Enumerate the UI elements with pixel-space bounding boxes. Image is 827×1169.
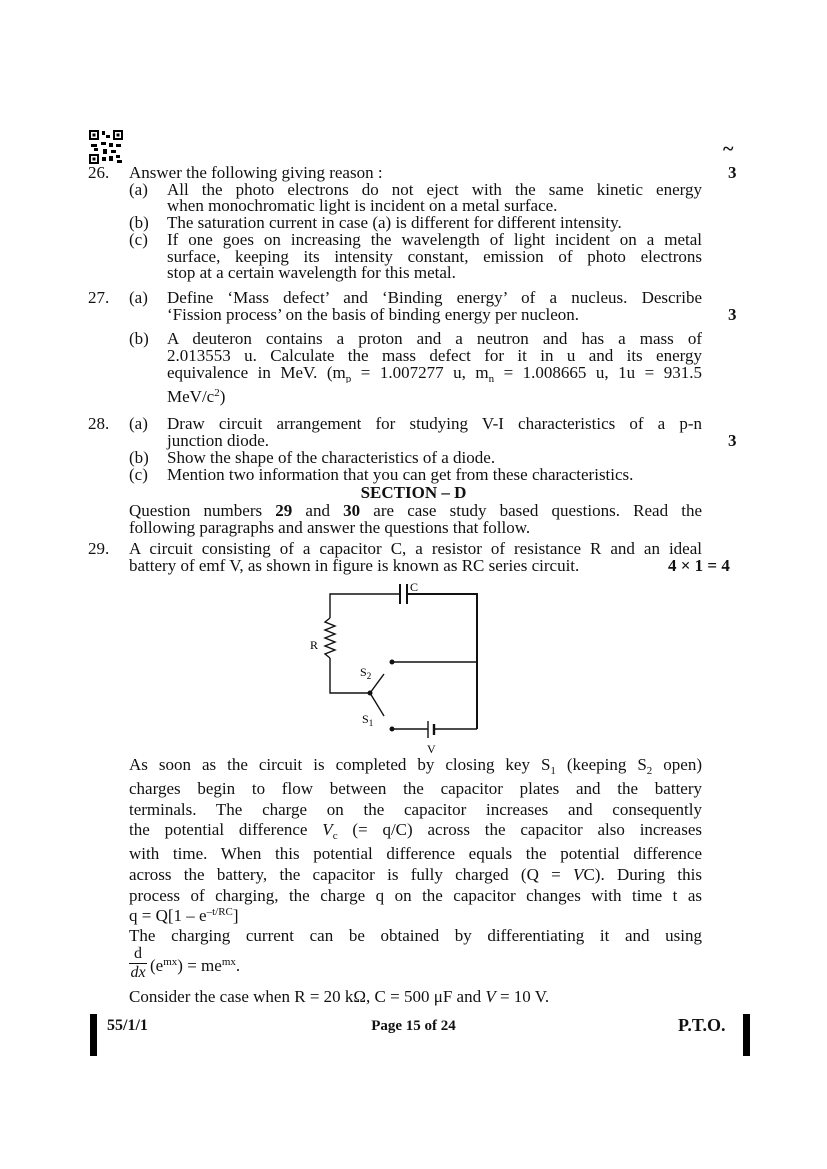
- resistor-label: R: [310, 638, 319, 652]
- variable: V: [573, 866, 584, 884]
- q28-c-text: Mention two information that you can get from these characteristics.: [167, 465, 634, 484]
- question-26-number: 26.: [88, 163, 110, 182]
- text: MeV/c: [167, 387, 215, 406]
- wire: [330, 594, 400, 618]
- q27-a-label: (a): [129, 288, 148, 307]
- q29-paragraph: with time. When this potential difference equals the potential difference: [129, 845, 702, 863]
- text: and: [292, 502, 344, 520]
- question-ref: 29: [275, 502, 293, 520]
- text: C). During this: [583, 866, 702, 884]
- subscript: c: [332, 830, 338, 840]
- q28-b-text: Show the shape of the characteristics of a diode.: [167, 448, 496, 467]
- text: As soon as the circuit is completed by closing key S: [129, 756, 551, 774]
- qr-code-icon: [89, 130, 123, 164]
- text: ]: [232, 906, 239, 925]
- superscript: mx: [163, 956, 178, 968]
- subscript: 1: [368, 718, 374, 728]
- capacitor-label: C: [410, 580, 419, 594]
- section-intro: following paragraphs and answer the questions that follow.: [129, 518, 531, 537]
- q26-a-text: when monochromatic light is incident on a metal surface.: [167, 196, 558, 215]
- question-26-marks: 3: [728, 163, 737, 182]
- question-27-number: 27.: [88, 288, 110, 307]
- resistor: [325, 618, 335, 658]
- q29-paragraph: The charging current can be obtained by differentiating it and using: [129, 927, 702, 945]
- q27-b-text: [167, 388, 702, 406]
- variable: V: [485, 987, 496, 1006]
- superscript: 2: [214, 387, 220, 399]
- variable: V: [322, 821, 333, 839]
- switch-s2: [370, 674, 384, 693]
- q29-paragraph: [129, 756, 702, 775]
- q26-c-text: surface, keeping its intensity constant, emission of photo electrons: [167, 248, 702, 266]
- section-heading: SECTION – D: [360, 483, 467, 502]
- q28-a-text: junction diode.: [167, 431, 269, 450]
- text: (= q/C) across the capacitor also increases: [337, 821, 702, 839]
- question-27-marks: 3: [728, 305, 737, 324]
- q29-paragraph: terminals. The charge on the capacitor increases and consequently: [129, 801, 702, 819]
- q28-a-text: Draw circuit arrangement for studying V-I characteristics of a p-n: [167, 415, 702, 433]
- subscript: 2: [646, 765, 653, 775]
- text: = 1.007277 u, m: [351, 364, 489, 382]
- page-number: Page 15 of 24: [371, 1018, 456, 1034]
- subscript: p: [345, 373, 352, 383]
- text: the potential difference: [129, 821, 323, 839]
- q27-b-text: [167, 364, 702, 383]
- switch-s1-label: [362, 712, 373, 728]
- q29-paragraph: [129, 866, 702, 885]
- switch-s2-label: [360, 665, 371, 681]
- charge-equation: [129, 907, 702, 925]
- battery-label: V: [427, 742, 436, 756]
- q27-b-label: (b): [129, 329, 149, 348]
- q27-a-text: Define ‘Mass defect’ and ‘Binding energy’ of a nucleus. Describe: [167, 289, 702, 307]
- switch-s1: [370, 693, 384, 716]
- text: equivalence in MeV. (m: [167, 364, 346, 382]
- q26-b-label: (b): [129, 213, 149, 232]
- q29-text: A circuit consisting of a capacitor C, a resistor of resistance R and an ideal: [129, 540, 702, 558]
- junction: [368, 691, 373, 696]
- switch-contact: [390, 660, 395, 665]
- q26-c-text: If one goes on increasing the wavelength of light incident on a metal: [167, 231, 702, 249]
- q28-c-label: (c): [129, 465, 148, 484]
- q29-paragraph: [129, 821, 702, 840]
- paper-code: 55/1/1: [107, 1017, 148, 1034]
- q29-text: battery of emf V, as shown in figure is known as RC series circuit.: [129, 556, 580, 575]
- question-28-marks: 3: [728, 431, 737, 450]
- text: are case study based questions. Read the: [360, 502, 702, 520]
- superscript: mx: [221, 956, 236, 968]
- q29-paragraph: [129, 988, 702, 1006]
- q29-paragraph: charges begin to flow between the capacitor plates and the battery: [129, 780, 702, 798]
- denominator: dx: [130, 964, 146, 981]
- question-28-number: 28.: [88, 414, 110, 433]
- text: = 1.008665 u, 1u = 931.5: [494, 364, 702, 382]
- derivative-fraction: [129, 945, 147, 982]
- text: (keeping S: [555, 756, 647, 774]
- question-29-number: 29.: [88, 539, 110, 558]
- subscript: 1: [550, 765, 556, 775]
- q29-paragraph: process of charging, the charge q on the capacitor changes with time t as: [129, 887, 702, 905]
- text: S: [360, 665, 367, 679]
- text: q = Q[1 – e: [129, 906, 207, 925]
- text: .: [235, 956, 241, 975]
- q27-b-text: A deuteron contains a proton and a neutron and has a mass of: [167, 330, 702, 348]
- page-tilde: ~: [723, 138, 734, 160]
- q28-a-label: (a): [129, 414, 148, 433]
- q26-c-label: (c): [129, 230, 148, 249]
- text: S: [362, 712, 369, 726]
- text: = 10 V.: [495, 987, 550, 1006]
- q27-a-text: ‘Fission process’ on the basis of binding energy per nucleon.: [167, 305, 580, 324]
- subscript: n: [488, 373, 495, 383]
- q28-b-label: (b): [129, 448, 149, 467]
- switch-contact: [390, 727, 395, 732]
- q26-b-text: The saturation current in case (a) is different for different intensity.: [167, 213, 622, 232]
- rc-circuit-diagram: [300, 578, 500, 758]
- text: across the battery, the capacitor is fully charged (Q =: [129, 866, 574, 884]
- text: ) = me: [177, 956, 222, 975]
- subscript: 2: [366, 671, 372, 681]
- text: open): [652, 756, 702, 774]
- q27-b-text: 2.013553 u. Calculate the mass defect for it in u and its energy: [167, 347, 702, 365]
- text: Consider the case when R = 20 kΩ, C = 500 μF and: [129, 987, 486, 1006]
- q26-a-label: (a): [129, 180, 148, 199]
- q26-a-text: All the photo electrons do not eject with the same kinetic energy: [167, 181, 702, 199]
- derivative-equation: [150, 957, 240, 975]
- text: ): [219, 387, 226, 406]
- superscript: –t/RC: [206, 906, 233, 918]
- question-ref: 30: [343, 502, 361, 520]
- question-26-title: Answer the following giving reason :: [129, 163, 383, 182]
- text: Question numbers: [129, 502, 276, 520]
- q26-c-text: stop at a certain wavelength for this metal.: [167, 263, 456, 282]
- pto-label: P.T.O.: [678, 1015, 726, 1035]
- numerator: d: [129, 945, 147, 964]
- text: (e: [150, 956, 164, 975]
- question-29-marks: 4 × 1 = 4: [668, 556, 730, 575]
